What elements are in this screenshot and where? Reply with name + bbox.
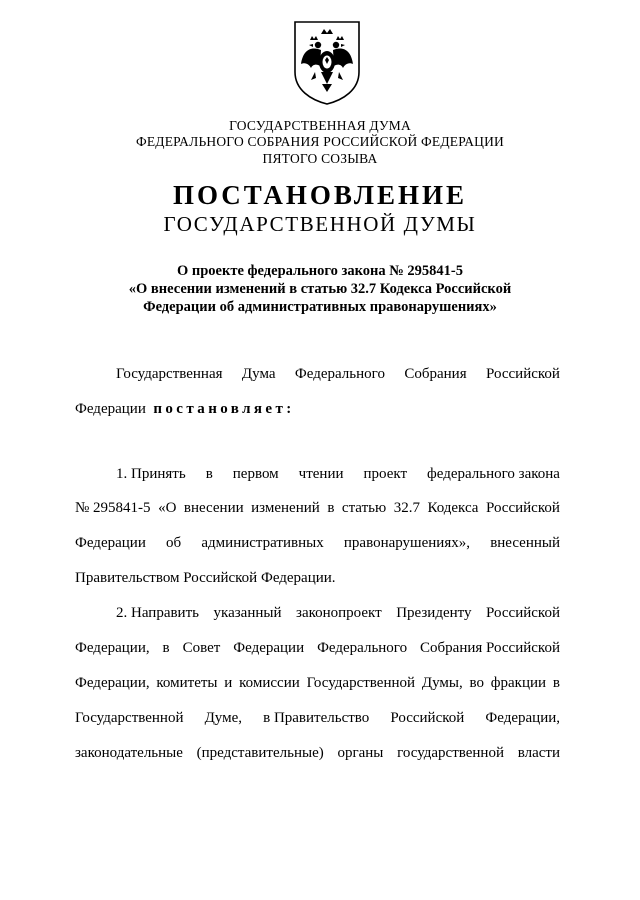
preamble-federation-word: Федерации — [75, 401, 146, 417]
word: (представительные) — [196, 745, 324, 761]
word: 2. Направить — [116, 605, 199, 621]
word: фракции — [490, 675, 547, 691]
header-federal-assembly: ФЕДЕРАЛЬНОГО СОБРАНИЯ РОССИЙСКОЙ ФЕДЕРАЦИИ — [136, 134, 504, 149]
word: в Правительство — [263, 710, 370, 726]
document-title: ПОСТАНОВЛЕНИЕ — [172, 180, 468, 210]
document-subtitle: ГОСУДАРСТВЕННОЙ ДУМЫ — [163, 212, 477, 236]
word: Дума — [241, 366, 276, 382]
word: Думе, — [204, 710, 243, 726]
word: внесенный — [490, 535, 560, 551]
item1-line-4: Правительством Российской Федерации. — [75, 570, 336, 586]
word: Государственной — [75, 710, 184, 726]
word: Думы, — [421, 675, 463, 691]
word: комитеты — [156, 675, 218, 691]
word: первом — [232, 466, 279, 482]
item2-line-1 — [116, 605, 560, 622]
word: изменений — [251, 500, 320, 516]
word: административных — [201, 535, 324, 551]
preamble-line-1 — [116, 366, 560, 383]
word: в — [205, 466, 213, 482]
word: законодательные — [75, 745, 183, 761]
word: и — [224, 675, 233, 691]
word: комиссии — [239, 675, 300, 691]
word: федерального закона — [427, 466, 560, 482]
word: в — [162, 640, 170, 656]
subject-line-3: Федерации об административных правонарушениях» — [143, 299, 497, 315]
word: Государственная — [116, 366, 223, 382]
subject-line-1: О проекте федерального закона № 295841-5 — [176, 263, 464, 279]
word: чтении — [298, 466, 344, 482]
item2-line-2 — [75, 640, 560, 657]
word: законопроект — [296, 605, 382, 621]
word: Собрания Российской — [420, 640, 560, 656]
word: государственной — [397, 745, 504, 761]
word: Федерации, — [75, 675, 150, 691]
word: 1. Принять — [116, 466, 186, 482]
word: указанный — [213, 605, 282, 621]
word: Собрания — [404, 366, 467, 382]
resolves-word: постановляет: — [153, 401, 295, 417]
word: № 295841-5 — [75, 500, 151, 516]
word: правонарушениях», — [343, 535, 470, 551]
word: Совет — [182, 640, 221, 656]
item2-line-3 — [75, 675, 560, 692]
subject-line-2: «О внесении изменений в статью 32.7 Кодекса Российской — [128, 281, 512, 297]
word: Федерации — [233, 640, 305, 656]
word: Федерации, — [75, 640, 150, 656]
item1-line-2 — [75, 500, 560, 517]
state-emblem-icon — [291, 20, 363, 106]
word: Российской — [485, 500, 560, 516]
word: Государственной — [306, 675, 416, 691]
word: Российской — [486, 605, 560, 621]
word: Российской — [486, 366, 560, 382]
word: Российской — [390, 710, 465, 726]
word: в — [327, 500, 335, 516]
item1-line-1 — [116, 466, 560, 483]
word: Президенту — [396, 605, 472, 621]
word: Федерации, — [485, 710, 560, 726]
word: органы — [337, 745, 384, 761]
word: Федерации — [75, 535, 146, 551]
header-convocation: ПЯТОГО СОЗЫВА — [262, 151, 378, 166]
word: во — [469, 675, 484, 691]
word: внесении — [183, 500, 244, 516]
word: Кодекса — [427, 500, 479, 516]
preamble-line-2 — [75, 401, 295, 418]
item1-line-3 — [75, 535, 560, 552]
word: 32.7 — [393, 500, 420, 516]
item2-line-5 — [75, 745, 560, 762]
word: Федерального — [317, 640, 408, 656]
word: статью — [341, 500, 387, 516]
item2-line-4 — [75, 710, 560, 727]
word: «О — [158, 500, 177, 516]
word: проект — [363, 466, 408, 482]
word: в — [552, 675, 560, 691]
word: об — [166, 535, 182, 551]
header-duma: ГОСУДАРСТВЕННАЯ ДУМА — [229, 118, 411, 133]
word: власти — [517, 745, 560, 761]
word: Федерального — [294, 366, 385, 382]
